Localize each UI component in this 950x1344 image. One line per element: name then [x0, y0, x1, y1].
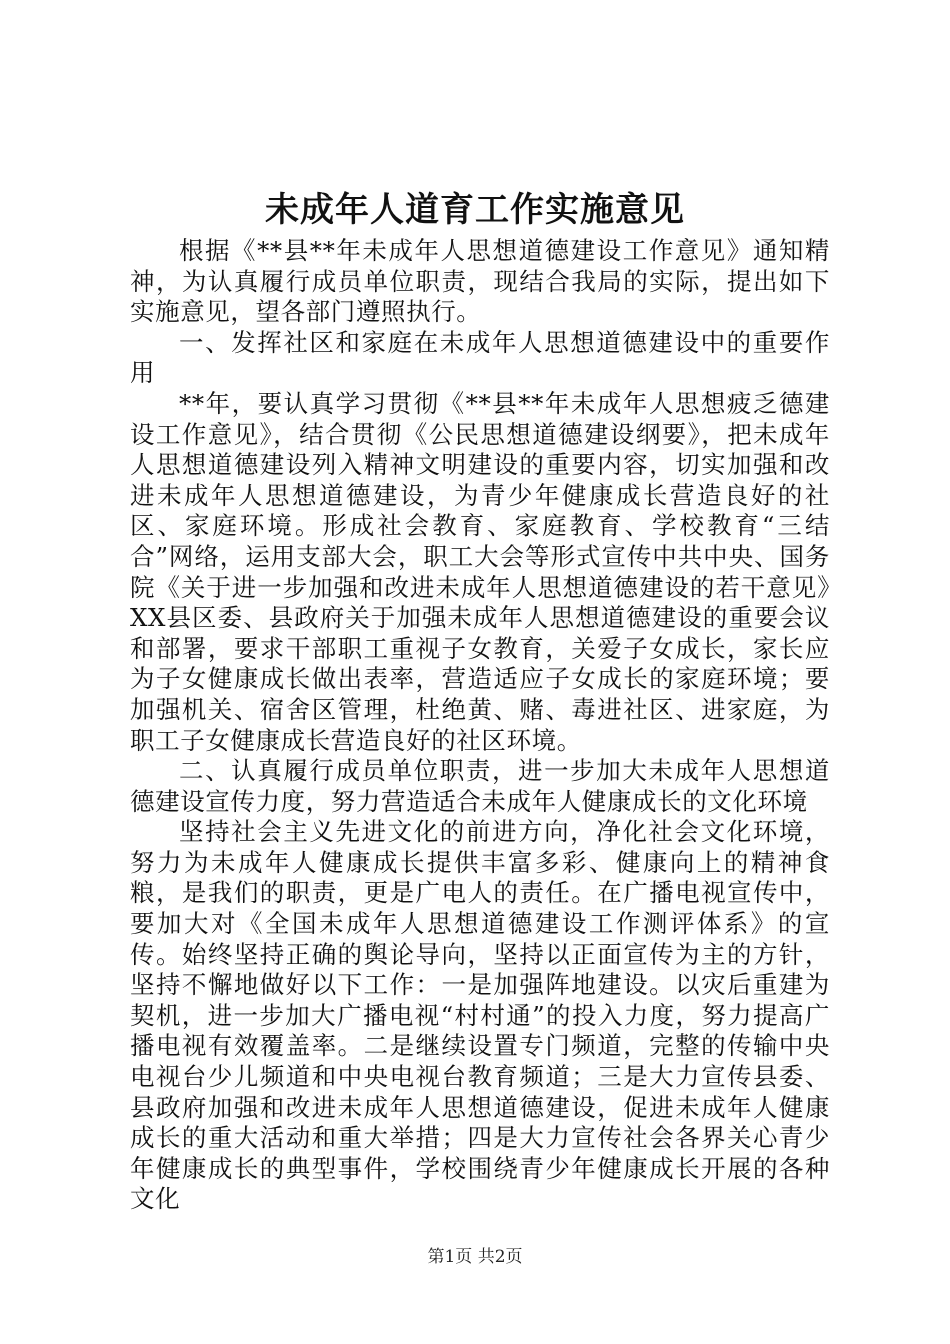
page-number-footer: 第1页 共2页 [427, 1247, 523, 1267]
intro-paragraph: 根据《**县**年未成年人思想道德建设工作意见》通知精神，为认真履行成员单位职责，现结合我局的实际，提出如下实施意见，望各部门遵照执行。 [130, 236, 830, 327]
document-body [130, 236, 830, 1215]
section-heading-1: 一、发挥社区和家庭在未成年人思想道德建设中的重要作用 [130, 327, 830, 388]
section-heading-2: 二、认真履行成员单位职责，进一步加大未成年人思想道德建设宣传力度，努力营造适合未成年人健康成长的文化环境 [130, 756, 830, 816]
body-paragraph: 坚持社会主义先进文化的前进方向，净化社会文化环境，努力为未成年人健康成长提供丰富多彩、健康向上的精神食粮，是我们的职责，更是广电人的责任。在广播电视宣传中，要加大对《全国未成年人思想道德建设工作测评体系》的宣传。始终坚持正确的舆论导向，坚持以正面宣传为主的方针，坚持不懈地做好以下工作：一是加强阵地建设。以灾后重建为契机，进一步加大广播电视“村村通”的投入力度，努力提高广播电视有效覆盖率。二是继续设置专门频道，完整的传输中央电视台少儿频道和中央电视台教育频道；三是大力宣传县委、县政府加强和改进未成年人思想道德建设，促进未成年人健康成长的重大活动和重大举措；四是大力宣传社会各界关心青少年健康成长的典型事件，学校围绕青少年健康成长开展的各种文化 [130, 817, 830, 1214]
document-title: 未成年人道育工作实施意见 [265, 190, 685, 230]
body-paragraph: **年，要认真学习贯彻《**县**年未成年人思想疲乏德建设工作意见》，结合贯彻《公民思想道德建设纲要》，把未成年人思想道德建设列入精神文明建设的重要内容，切实加强和改进未成年人思想道德建设，为青少年健康成长营造良好的社区、家庭环境。形成社会教育、家庭教育、学校教育“三结合”网络，运用支部大会，职工大会等形式宣传中共中央、国务院《关于进一步加强和改进未成年人思想道德建设的若干意见》XX县区委、县政府关于加强未成年人思想道德建设的重要会议和部署，要求干部职工重视子女教育，关爱子女成长，家长应为子女健康成长做出表率，营造适应子女成长的家庭环境；要加强机关、宿舍区管理，杜绝黄、赌、毒进社区、进家庭，为职工子女健康成长营造良好的社区环境。 [130, 388, 830, 755]
